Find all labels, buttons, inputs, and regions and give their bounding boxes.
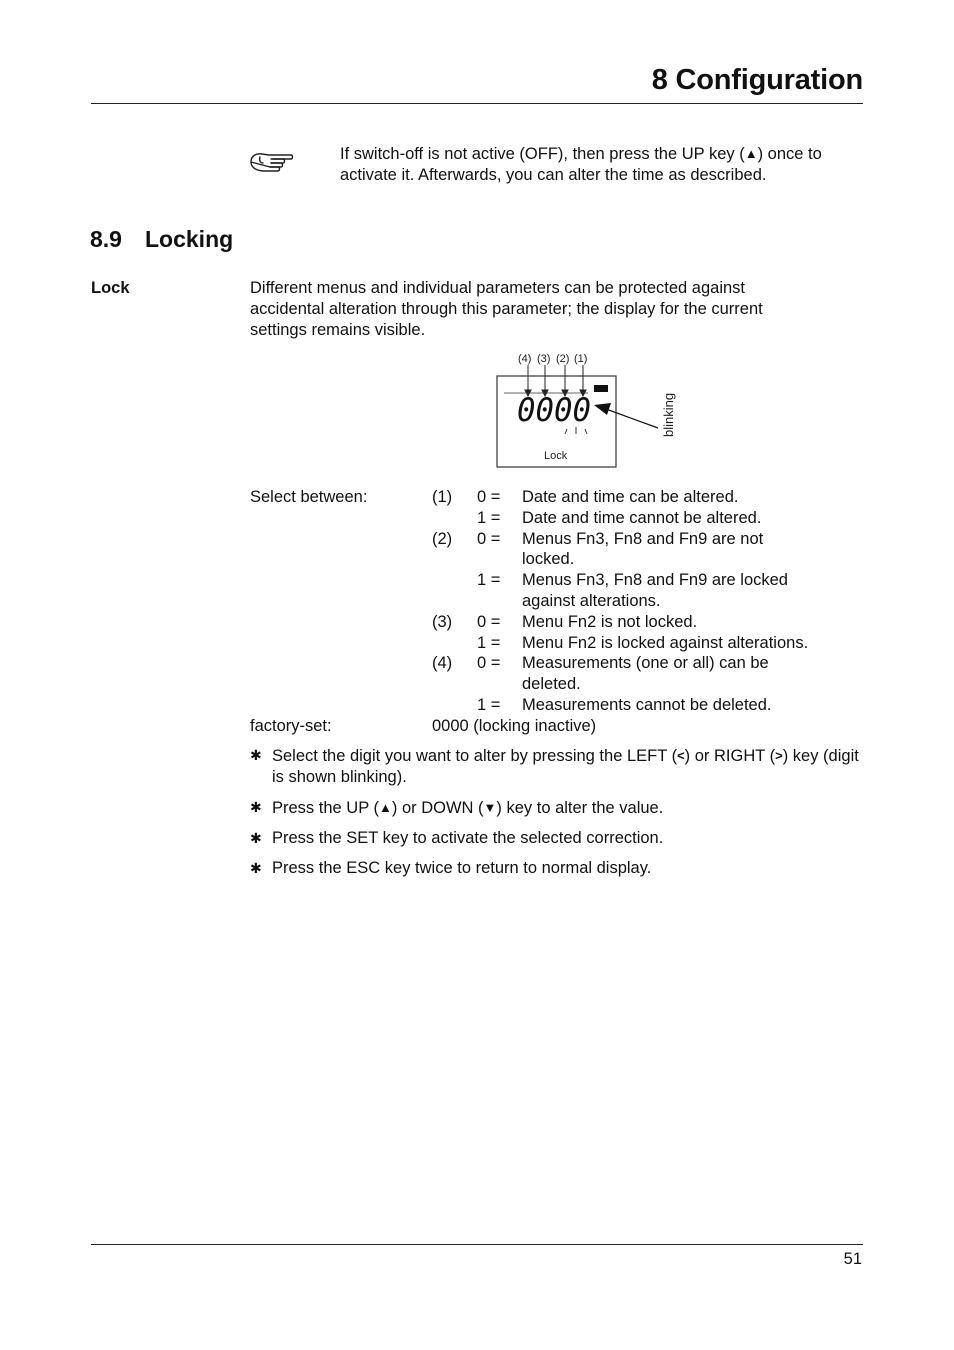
instruction-part: Press the UP ( <box>272 799 379 817</box>
header-rule <box>91 103 863 104</box>
option-code: 0 = <box>477 654 501 673</box>
option-description: Date and time can be altered. <box>522 488 739 506</box>
right-key-icon: > <box>775 748 783 763</box>
lcd-value: 0000 <box>517 391 591 429</box>
instruction-text <box>272 797 870 819</box>
instruction-part: ) or DOWN ( <box>391 799 484 817</box>
option-description: Menus Fn3, Fn8 and Fn9 are not <box>522 529 764 548</box>
select-between-label: Select between: <box>250 488 368 506</box>
option-code: 0 = <box>477 612 501 631</box>
option-number: (4) <box>432 654 453 673</box>
up-key-icon: ▲ <box>744 146 758 161</box>
section-heading <box>90 226 233 253</box>
bullet-star-icon: ✱ <box>250 747 262 763</box>
left-key-icon: < <box>677 748 685 763</box>
blink-pointer-arrowhead <box>594 403 611 415</box>
note-text-part: If switch-off is not active (OFF), then press the UP key ( <box>340 145 745 163</box>
digit-label-4: (4) <box>518 353 532 365</box>
option-code: 0 = <box>477 529 501 548</box>
option-description: Date and time cannot be altered. <box>522 508 762 527</box>
factory-set-label: factory-set: <box>250 717 332 735</box>
instruction-part: Select the digit you want to alter by pressing the LEFT ( <box>272 747 678 765</box>
instruction-list <box>250 745 870 888</box>
option-description: deleted. <box>522 675 581 694</box>
down-key-icon: ▼ <box>483 800 497 815</box>
blink-pointer-line <box>606 409 658 428</box>
list-item <box>250 797 870 819</box>
option-description: Menu Fn2 is locked against alterations. <box>522 633 809 652</box>
pointing-hand-icon <box>247 148 295 178</box>
factory-set-value: 0000 (locking inactive) <box>432 717 597 735</box>
option-code: 1 = <box>477 696 501 714</box>
digit-label-3: (3) <box>537 353 551 365</box>
instruction-text: Press the ESC key twice to return to normal display. <box>272 859 652 877</box>
list-item <box>250 745 870 788</box>
blinking-label: blinking <box>661 392 676 437</box>
page-number: 51 <box>843 1250 862 1268</box>
option-description: locked. <box>522 550 575 569</box>
lock-label: Lock <box>91 279 130 297</box>
bullet-star-icon: ✱ <box>250 799 262 815</box>
digit-label-1: (1) <box>574 353 588 365</box>
section-title: Locking <box>145 226 234 252</box>
list-item <box>250 828 870 849</box>
option-number: (2) <box>432 529 453 548</box>
instruction-text: Press the SET key to activate the selected correction. <box>272 829 664 847</box>
option-number: (1) <box>432 488 453 506</box>
option-description: against alterations. <box>522 592 661 610</box>
instruction-part: ) or RIGHT ( <box>684 747 776 765</box>
instruction-part: ) key (digit is shown blinking). <box>272 747 859 786</box>
option-description: Measurements (one or all) can be <box>522 654 769 673</box>
footer-rule <box>91 1244 863 1245</box>
section-number: 8.9 <box>90 226 122 252</box>
option-description: Menus Fn3, Fn8 and Fn9 are locked <box>522 571 788 590</box>
instruction-part: ) key to alter the value. <box>496 799 664 817</box>
lcd-display-diagram <box>490 345 690 475</box>
lcd-battery-icon <box>594 385 608 392</box>
note-text <box>340 143 870 186</box>
option-number: (3) <box>432 612 453 631</box>
option-description: Menu Fn2 is not locked. <box>522 612 698 631</box>
option-code: 0 = <box>477 488 501 506</box>
option-code: 1 = <box>477 633 501 652</box>
note-text-part: ) once to activate it. Afterwards, you can alter the time as described. <box>340 145 822 184</box>
instruction-text <box>272 745 870 788</box>
lock-intro-text: Different menus and individual parameters can be protected against accidental alteration through this parameter; the display for the current settings remains visible. <box>250 279 763 339</box>
option-code: 1 = <box>477 508 501 527</box>
bullet-star-icon: ✱ <box>250 860 262 876</box>
chapter-title: 8 Configuration <box>651 64 863 96</box>
up-key-icon: ▲ <box>378 800 392 815</box>
bullet-star-icon: ✱ <box>250 830 262 846</box>
digit-label-2: (2) <box>556 353 570 365</box>
lcd-caption: Lock <box>544 450 568 462</box>
option-code: 1 = <box>477 571 501 590</box>
option-description: Measurements cannot be deleted. <box>522 696 772 714</box>
list-item <box>250 858 870 879</box>
